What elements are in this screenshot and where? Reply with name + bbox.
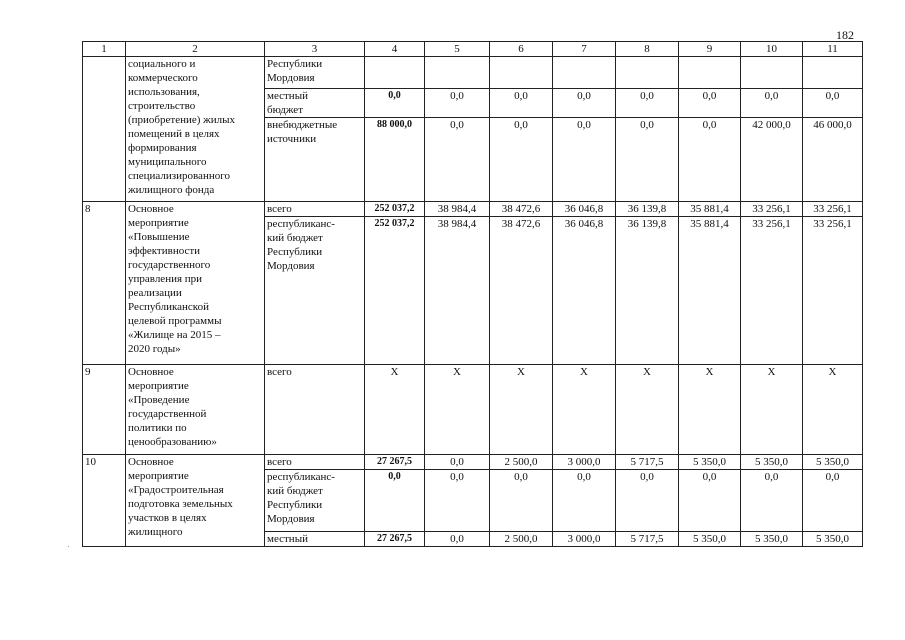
scan-speck: [68, 546, 69, 547]
year-value: 5 350,0: [679, 455, 741, 470]
year-value: 36 139,8: [616, 217, 679, 365]
year-value: [553, 57, 616, 89]
text-line: Республиканской: [128, 301, 209, 313]
year-value: 0,0: [803, 89, 863, 118]
year-value: 0,0: [425, 455, 490, 470]
year-value: 2 500,0: [490, 532, 553, 547]
text-line: кий бюджет: [267, 485, 323, 497]
year-value: 0,0: [553, 470, 616, 532]
text-line: (приобретение) жилых: [128, 114, 236, 126]
column-number: 5: [425, 42, 490, 57]
text-line: муниципального: [128, 156, 207, 168]
total-value: 0,0: [365, 89, 425, 118]
text-line: местный: [267, 90, 308, 102]
total-value: 252 037,2: [365, 202, 425, 217]
text-line: государственного: [128, 259, 211, 271]
year-value: 0,0: [616, 118, 679, 202]
year-value: 42 000,0: [741, 118, 803, 202]
text-line: республиканс-: [267, 218, 335, 230]
text-line: коммерческого: [128, 72, 198, 84]
text-line: целевой программы: [128, 315, 222, 327]
column-number: 8: [616, 42, 679, 57]
total-value: 0,0: [365, 470, 425, 532]
funding-source: [265, 217, 365, 365]
year-value: 5 717,5: [616, 532, 679, 547]
table-row: [83, 365, 863, 455]
year-value: 33 256,1: [803, 202, 863, 217]
text-line: «Повышение: [128, 231, 190, 243]
text-line: управления при: [128, 273, 203, 285]
column-number: 4: [365, 42, 425, 57]
year-value: X: [679, 365, 741, 455]
text-line: республиканс-: [267, 471, 335, 483]
year-value: 0,0: [490, 470, 553, 532]
table-row: [83, 202, 863, 217]
year-value: X: [425, 365, 490, 455]
year-value: [425, 57, 490, 89]
text-line: специализированного: [128, 170, 230, 182]
text-line: всего: [267, 203, 292, 215]
text-line: мероприятие: [128, 217, 189, 229]
year-value: 0,0: [679, 118, 741, 202]
text-line: кий бюджет: [267, 232, 323, 244]
text-line: Мордовия: [267, 513, 315, 525]
year-value: [490, 57, 553, 89]
funding-source: [265, 470, 365, 532]
year-value: 36 139,8: [616, 202, 679, 217]
table-row: [83, 57, 863, 89]
year-value: 3 000,0: [553, 532, 616, 547]
text-line: жилищного фонда: [128, 184, 215, 196]
text-line: участков в целях: [128, 512, 207, 524]
text-line: мероприятие: [128, 380, 189, 392]
item-number: 10: [83, 455, 126, 547]
text-line: всего: [267, 366, 292, 378]
year-value: X: [490, 365, 553, 455]
page-number: 182: [836, 28, 854, 42]
text-line: ценообразованию»: [128, 436, 217, 448]
column-number: 6: [490, 42, 553, 57]
text-line: государственной: [128, 408, 207, 420]
funding-source: [265, 532, 365, 547]
year-value: 5 350,0: [803, 532, 863, 547]
item-name: [126, 57, 265, 202]
text-line: Республики: [267, 246, 323, 258]
text-line: «Градостроительная: [128, 484, 224, 496]
year-value: 0,0: [425, 89, 490, 118]
year-value: [803, 57, 863, 89]
header-row: [83, 42, 863, 57]
year-value: 36 046,8: [553, 217, 616, 365]
total-value: 27 267,5: [365, 532, 425, 547]
text-line: Основное: [128, 366, 174, 378]
item-name: [126, 365, 265, 455]
column-number: 9: [679, 42, 741, 57]
text-line: Основное: [128, 203, 174, 215]
year-value: 0,0: [425, 470, 490, 532]
text-line: местный: [267, 533, 308, 545]
year-value: 38 984,4: [425, 217, 490, 365]
funding-source: [265, 57, 365, 89]
year-value: 0,0: [679, 470, 741, 532]
item-name: [126, 455, 265, 547]
column-number: 11: [803, 42, 863, 57]
year-value: 5 350,0: [803, 455, 863, 470]
year-value: 0,0: [490, 118, 553, 202]
funding-source: [265, 365, 365, 455]
year-value: 0,0: [803, 470, 863, 532]
text-line: эффективности: [128, 245, 201, 257]
year-value: [679, 57, 741, 89]
year-value: 38 472,6: [490, 217, 553, 365]
column-number: 7: [553, 42, 616, 57]
year-value: X: [803, 365, 863, 455]
text-line: использования,: [128, 86, 200, 98]
year-value: 5 350,0: [741, 455, 803, 470]
year-value: 38 472,6: [490, 202, 553, 217]
year-value: 0,0: [741, 470, 803, 532]
year-value: 5 350,0: [741, 532, 803, 547]
text-line: всего: [267, 456, 292, 468]
year-value: 0,0: [679, 89, 741, 118]
item-number: 8: [83, 202, 126, 365]
item-number: [83, 57, 126, 202]
year-value: X: [741, 365, 803, 455]
year-value: 33 256,1: [803, 217, 863, 365]
year-value: 5 350,0: [679, 532, 741, 547]
text-line: 2020 годы»: [128, 343, 181, 355]
text-line: строительство: [128, 100, 196, 112]
funding-source: [265, 89, 365, 118]
total-value: 88 000,0: [365, 118, 425, 202]
budget-table: [82, 41, 863, 547]
year-value: 35 881,4: [679, 217, 741, 365]
year-value: X: [553, 365, 616, 455]
year-value: 0,0: [616, 89, 679, 118]
total-value: 252 037,2: [365, 217, 425, 365]
total-value: 27 267,5: [365, 455, 425, 470]
year-value: 38 984,4: [425, 202, 490, 217]
text-line: внебюджетные: [267, 119, 338, 131]
text-line: Основное: [128, 456, 174, 468]
total-value: [365, 57, 425, 89]
text-line: источники: [267, 133, 317, 145]
total-value: X: [365, 365, 425, 455]
year-value: 3 000,0: [553, 455, 616, 470]
year-value: 33 256,1: [741, 202, 803, 217]
text-line: социального и: [128, 58, 196, 70]
text-line: бюджет: [267, 104, 303, 116]
item-name: [126, 202, 265, 365]
column-number: 10: [741, 42, 803, 57]
column-number: 1: [83, 42, 126, 57]
text-line: Мордовия: [267, 72, 315, 84]
year-value: 5 717,5: [616, 455, 679, 470]
year-value: 0,0: [425, 118, 490, 202]
funding-source: [265, 455, 365, 470]
year-value: 0,0: [553, 89, 616, 118]
table-row: [83, 455, 863, 470]
column-number: 2: [126, 42, 265, 57]
year-value: [616, 57, 679, 89]
funding-source: [265, 118, 365, 202]
text-line: Республики: [267, 499, 323, 511]
text-line: подготовка земельных: [128, 498, 233, 510]
text-line: мероприятие: [128, 470, 189, 482]
year-value: X: [616, 365, 679, 455]
text-line: помещений в целях: [128, 128, 220, 140]
funding-source: [265, 202, 365, 217]
year-value: [741, 57, 803, 89]
year-value: 0,0: [425, 532, 490, 547]
column-number: 3: [265, 42, 365, 57]
text-line: «Проведение: [128, 394, 190, 406]
text-line: Мордовия: [267, 260, 315, 272]
year-value: 36 046,8: [553, 202, 616, 217]
text-line: Республики: [267, 58, 323, 70]
year-value: 2 500,0: [490, 455, 553, 470]
text-line: политики по: [128, 422, 187, 434]
text-line: формирования: [128, 142, 197, 154]
text-line: жилищного: [128, 526, 183, 538]
year-value: 0,0: [490, 89, 553, 118]
year-value: 46 000,0: [803, 118, 863, 202]
year-value: 35 881,4: [679, 202, 741, 217]
year-value: 33 256,1: [741, 217, 803, 365]
item-number: 9: [83, 365, 126, 455]
text-line: «Жилище на 2015 –: [128, 329, 221, 341]
year-value: 0,0: [741, 89, 803, 118]
year-value: 0,0: [616, 470, 679, 532]
year-value: 0,0: [553, 118, 616, 202]
text-line: реализации: [128, 287, 182, 299]
